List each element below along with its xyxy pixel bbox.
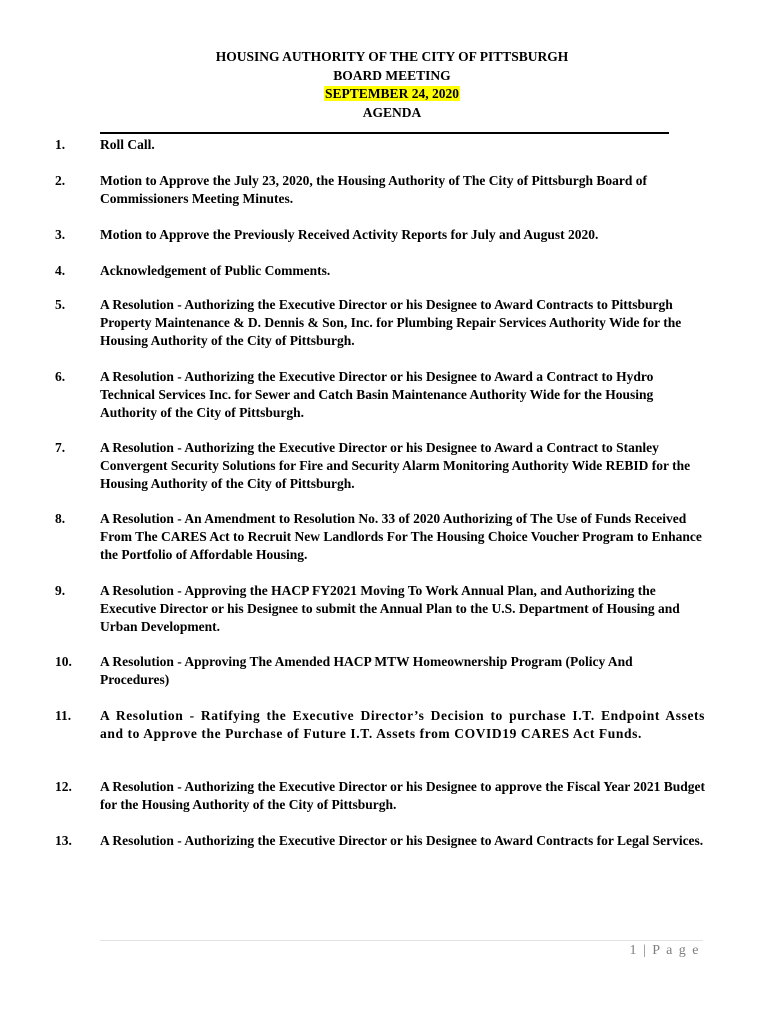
item-text: A Resolution - Approving The Amended HACP MTW Homeownership Program (Policy And Procedures) — [100, 654, 633, 687]
item-number: 2. — [55, 173, 66, 188]
item-number: 12. — [55, 779, 72, 794]
item-text: Motion to Approve the July 23, 2020, the Housing Authority of The City of Pittsburgh Board of Commissioners Meeting Minutes. — [100, 173, 648, 206]
item-number: 4. — [55, 263, 66, 278]
item-number: 6. — [55, 369, 66, 384]
item-text: A Resolution - Authorizing the Executive Director or his Designee to Award a Contract to Hydro Technical Services Inc. for Sewer and Catch Basin Maintenance Authority Wide for the Housing Authority of the City of Pittsburgh. — [100, 369, 654, 420]
meeting-title: BOARD MEETING — [333, 67, 451, 83]
footer-divider — [100, 940, 703, 941]
item-text: A Resolution - Authorizing the Executive Director or his Designee to Award Contracts for Legal Services. — [100, 833, 704, 848]
agenda-item-9 — [55, 582, 705, 636]
page-number: 1 | P a g e — [629, 943, 700, 958]
header-divider — [100, 132, 669, 134]
item-text: A Resolution - Approving the HACP FY2021 Moving To Work Annual Plan, and Authorizing the Executive Director or his Designee to submit the Annual Plan to the U.S. Department of Housing and Urban Development. — [100, 583, 680, 634]
agenda-item-8 — [55, 510, 705, 564]
item-text: A Resolution - Authorizing the Executive Director or his Designee to Award a Contract to Stanley Convergent Security Solutions for Fire and Security Alarm Monitoring Authority Wide REBID for the Housing Authority of the City of Pittsburgh. — [100, 440, 691, 491]
item-number: 11. — [55, 708, 72, 723]
agenda-title: AGENDA — [362, 104, 422, 120]
item-text: A Resolution - An Amendment to Resolution No. 33 of 2020 Authorizing of The Use of Funds Received From The CARES Act to Recruit New Landlords For The Housing Choice Voucher Program to Enhance the Portfolio of Affordable Housing. — [100, 511, 702, 562]
agenda-item-10 — [55, 653, 705, 689]
agenda-item-5 — [55, 296, 705, 350]
item-text: A Resolution - Ratifying the Executive Director’s Decision to purchase I.T. Endpoint Assets and to Approve the Purchase of Future I.T. Assets from COVID19 CARES Act Funds. — [100, 708, 705, 741]
agenda-item-3 — [55, 226, 705, 244]
item-text: Motion to Approve the Previously Received Activity Reports for July and August 2020. — [100, 227, 599, 242]
organization-title: HOUSING AUTHORITY OF THE CITY OF PITTSBURGH — [215, 49, 569, 64]
agenda-item-13 — [55, 832, 705, 850]
item-text: A Resolution - Authorizing the Executive Director or his Designee to Award Contracts to Pittsburgh Property Maintenance & D. Dennis & Son, Inc. for Plumbing Repair Services Authority Wide for the Housing Authority of the City of Pittsburgh. — [100, 297, 682, 348]
agenda-item-4 — [55, 262, 705, 280]
meeting-date: SEPTEMBER 24, 2020 — [325, 86, 459, 101]
agenda-item-2 — [55, 172, 705, 208]
item-number: 3. — [55, 227, 66, 242]
item-number: 9. — [55, 583, 66, 598]
item-number: 8. — [55, 511, 66, 526]
item-number: 13. — [55, 833, 72, 848]
agenda-item-7 — [55, 439, 705, 493]
item-number: 10. — [55, 654, 72, 669]
agenda-item-1 — [55, 136, 705, 154]
item-number: 5. — [55, 297, 66, 312]
item-text: A Resolution - Authorizing the Executive Director or his Designee to approve the Fiscal Year 2021 Budget for the Housing Authority of the City of Pittsburgh. — [100, 779, 705, 812]
item-text: Roll Call. — [100, 137, 155, 152]
agenda-item-11 — [55, 707, 705, 743]
item-number: 7. — [55, 440, 66, 455]
item-number: 1. — [55, 137, 66, 152]
agenda-item-6 — [55, 368, 705, 422]
document-header — [0, 48, 770, 122]
agenda-item-12 — [55, 778, 705, 814]
item-text: Acknowledgement of Public Comments. — [100, 263, 331, 278]
